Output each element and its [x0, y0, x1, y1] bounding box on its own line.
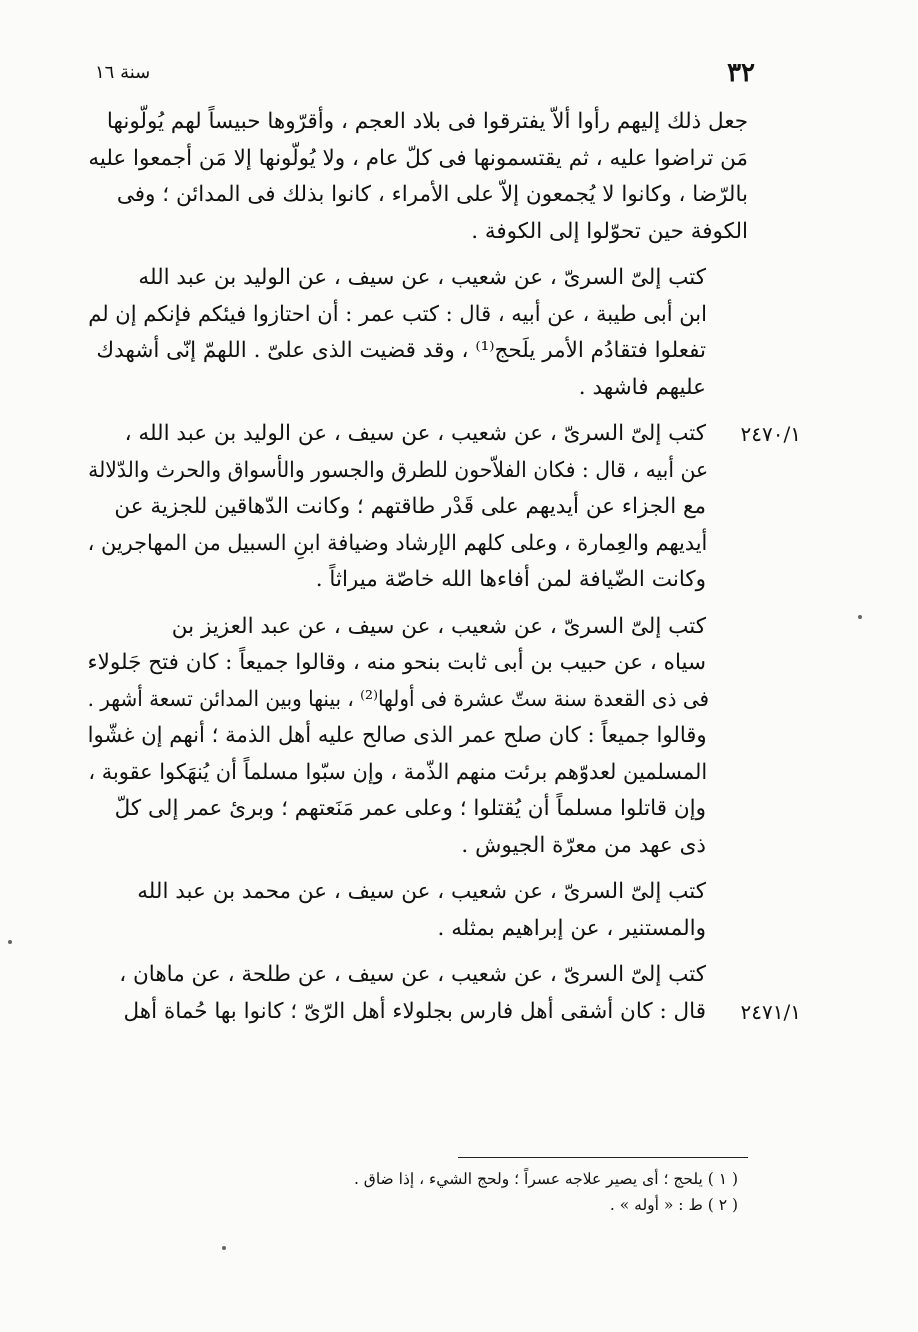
text-line: مع الجزاء عن أيديهم على قَدْر طاقتهم ؛ وكانت الدّهاقين للجزية عن [114, 494, 706, 519]
paragraph [88, 609, 748, 865]
text-line: ذى عهد من معرّة الجيوش . [461, 832, 706, 858]
text-line: جعل ذلك إليهم رأوا ألاّ يفترقوا فى بلاد العجم ، وأقرّوها حبيساً لهم يُولّونها [106, 109, 748, 134]
text-line: كتب إلىّ السرىّ ، عن شعيب ، عن سيف ، عن عبد العزيز بن [171, 613, 706, 639]
paragraph [88, 874, 748, 947]
text-line: والمستنير ، عن إبراهيم بمثله . [437, 915, 706, 941]
paper-speck [858, 615, 862, 619]
paper-speck [222, 1246, 226, 1250]
margin-page-ref: ٢٤٧٠/١ [740, 422, 801, 446]
text-line: المسلمين لعدوّهم برئت منهم الذّمة ، وإن سبّوا مسلماً أن يُنهَكوا عقوبة ، [88, 759, 708, 785]
text-line: وكانت الضّيافة لمن أفاءها الله خاصّة ميراثاً . [315, 567, 706, 592]
text-line: كتب إلىّ السرىّ ، عن شعيب ، عن سيف ، عن طلحة ، عن ماهان ، [119, 962, 706, 987]
text-line: قال : كان أشقى أهل فارس بجلولاء أهل الرّىّ ؛ كانوا بها حُماة أهل ٢٤٧١/١ [88, 994, 748, 1031]
paragraph [88, 957, 801, 1030]
text-line: مَن تراضوا عليه ، ثم يقتسمونها فى كلّ عام ، ولا يُولّونها إلا مَن أجمعوا عليه [88, 145, 748, 171]
text-line: كتب إلىّ السرىّ ، عن شعيب ، عن سيف ، عن الوليد بن عبد الله [138, 265, 706, 290]
text-line: عن أبيه ، قال : فكان الفلاّحون للطرق والجسور والأسواق والحرث والدّلالة [88, 457, 709, 483]
text-line: كتب إلىّ السرىّ ، عن شعيب ، عن سيف ، عن الوليد بن عبد الله ، ٢٤٧٠/١ [88, 416, 748, 453]
footnote: ( ١ ) يلحج ؛ أى يصير علاجه عسراً ؛ ولحج الشيء ، إذا ضاق . [353, 1170, 738, 1188]
text-line: الكوفة حين تحوّلوا إلى الكوفة . [471, 218, 748, 244]
running-year: سنة ١٦ [95, 62, 151, 83]
page-header [95, 58, 755, 98]
text-line: كتب إلىّ السرىّ ، عن شعيب ، عن سيف ، عن محمد بن عبد الله [137, 879, 706, 904]
text-line: وقالوا جميعاً : كان صلح عمر الذى صالح عليه أهل الذمة ؛ أنهم إن غشّوا [87, 723, 707, 748]
text-line: عليهم فاشهد . [578, 374, 706, 400]
text-line: تفعلوا فتقادُم الأمر يلَحج⁽¹⁾ ، وقد قضيت الذى علىّ . اللهمّ إنّى أشهدك [96, 338, 706, 363]
text-line: بالرّضا ، وكانوا لا يُجمعون إلاّ على الأمراء ، كانوا بذلك فى المدائن ؛ وفى [116, 182, 748, 207]
text-line: ابن أبى طيبة ، عن أبيه ، قال : كتب عمر : أن احتازوا فيئكم فإنكم إن لم [88, 301, 707, 327]
paragraph [88, 104, 748, 250]
text-line: أيديهم والعِمارة ، وعلى كلهم الإرشاد وضيافة ابنِ السبيل من المهاجرين ، [87, 530, 708, 556]
footnotes [98, 1166, 738, 1218]
main-text [87, 104, 801, 1040]
margin-page-ref: ٢٤٧١/١ [740, 999, 801, 1024]
footnote: ( ٢ ) ط : « أوله » . [609, 1196, 738, 1214]
text-line: فى ذى القعدة سنة ستّ عشرة فى أولها⁽²⁾ ، بينها وبين المدائن تسعة أشهر . [87, 686, 710, 712]
paragraph [88, 260, 748, 406]
footnote-rule [458, 1157, 748, 1158]
text-line: سياه ، عن حبيب بن أبى ثابت بنحو منه ، وقالوا جميعاً : كان فتح جَلولاء [87, 650, 706, 675]
page-number: ٣٢ [727, 58, 755, 88]
text-line: وإن قاتلوا مسلماً أن يُقتلوا ؛ وعلى عمر مَنَعتهم ؛ وبرئ عمر إلى كلّ [114, 796, 706, 821]
paragraph [87, 416, 801, 599]
paper-speck [8, 940, 12, 944]
